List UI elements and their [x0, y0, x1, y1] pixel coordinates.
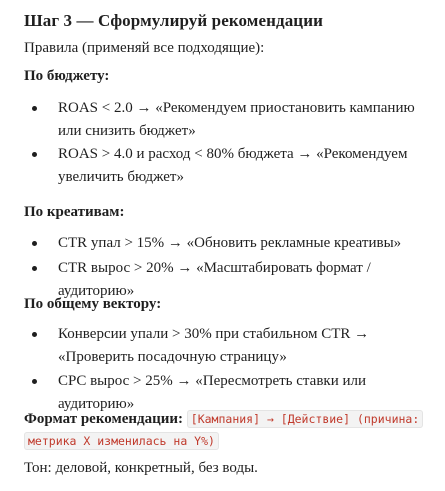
- list-item-text: Конверсии упали > 30% при стабильном CTR → «Проверить посадочную страницу»: [58, 326, 370, 365]
- bullet-icon: [32, 379, 37, 384]
- bullet-icon: [32, 152, 37, 157]
- bullet-icon: [32, 332, 37, 337]
- bullet-icon: [32, 241, 37, 246]
- page-title: Шаг 3 — Сформулируй рекомендации: [24, 11, 323, 30]
- format-code: [Кампания] → [Действие] (причина: метрика X изменилась на Y%): [24, 410, 423, 450]
- section-heading-budget: По бюджету:: [24, 68, 110, 84]
- list-item-text: CTR упал > 15% → «Обновить рекламные креативы»: [58, 235, 402, 251]
- format-block: [24, 408, 434, 452]
- section-heading-creatives: По креативам:: [24, 204, 125, 220]
- bullet-icon: [32, 106, 37, 111]
- section-heading-overall: По общему вектору:: [24, 296, 162, 312]
- intro-text: Правила (применяй все подходящие):: [24, 40, 265, 56]
- list-item-text: ROAS < 2.0 → «Рекомендуем приостановить кампанию или снизить бюджет»: [58, 100, 415, 139]
- format-label: Формат рекомендации:: [24, 411, 184, 427]
- list-item-text: CTR вырос > 20% → «Масштабировать формат / аудиторию»: [58, 260, 371, 299]
- list-item-text: CPC вырос > 25% → «Пересмотреть ставки или аудиторию»: [58, 373, 367, 412]
- list-item-text: ROAS > 4.0 и расход < 80% бюджета → «Рекомендуем увеличить бюджет»: [58, 146, 408, 185]
- bullet-icon: [32, 266, 37, 271]
- tone-text: Тон: деловой, конкретный, без воды.: [24, 460, 258, 476]
